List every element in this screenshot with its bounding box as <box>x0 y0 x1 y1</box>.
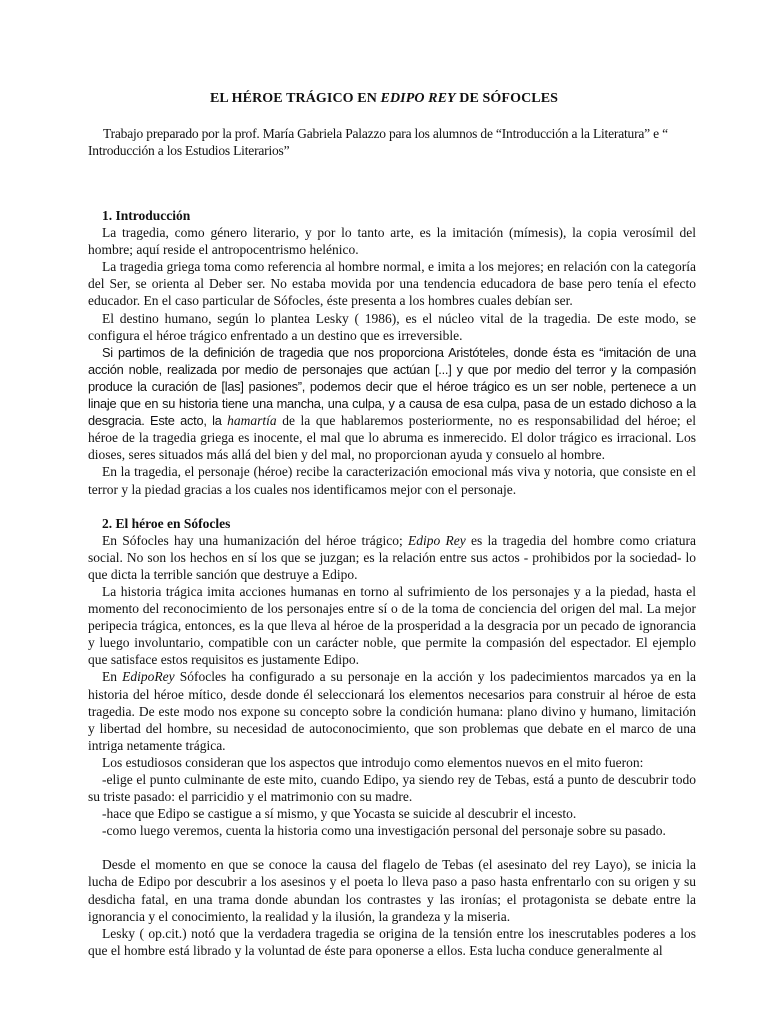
list-item: -elige el punto culminante de este mito, cuando Edipo, ya siendo rey de Tebas, está a punto de descubrir todo su triste pasado: el parricidio y el matrimonio con su madre. <box>88 772 696 805</box>
paragraph-text: de la que hablaremos posteriormente, no es responsabilidad del héroe; el héroe de la tragedia griega es inocente, el mal que lo abruma es inmerecido. El dolor trágico es irracional. Los dioses, seres situados más allá del bien y del mal, no proporcionan ayuda y consuelo al hombre. <box>88 413 696 463</box>
spacer <box>88 498 696 515</box>
paragraph: En la tragedia, el personaje (héroe) recibe la caracterización emocional más viva y notoria, que consiste en el terror y la piedad gracias a los cuales nos identificamos mejor con el personaje. <box>88 464 696 497</box>
paragraph <box>88 532 696 583</box>
list-item: -como luego veremos, cuenta la historia como una investigación personal del personaje sobre su pasado. <box>102 823 666 839</box>
paragraph <box>88 668 696 753</box>
title-suffix: DE SÓFOCLES <box>455 91 559 106</box>
italic-term: EdipoRey <box>122 669 175 685</box>
section-heading-introduccion: 1. Introducción <box>102 208 191 223</box>
paragraph-text: En <box>102 669 123 685</box>
paragraph-text: es la tragedia del hombre como criatura social. No son los hechos en sí los que se juzgan; es la relación entre sus actos - prohibidos por la sociedad- lo que dicta la terrible sanción que destruye a Edipo. <box>88 532 696 582</box>
paragraph-text: Si partimos de la definición de tragedia que nos proporciona Aristóteles, donde ésta es “imitación de una acción noble, realizada por medio de personajes que actúan [...] y que por medio del terror y la compasión produce la curación de [las] pasiones”, podemos decir que el héroe trágico es un ser noble, pertenece a un linaje que en su historia tiene una mancha, una culpa, y a causa de esa culpa, pasa de un estado dichoso a la desgracia. Este acto, la <box>88 344 696 429</box>
paragraph: La historia trágica imita acciones humanas en torno al sufrimiento de los personajes y a la piedad, hasta el momento del reconocimiento de los personajes entre sí o de la toma de conciencia del origen del mal. La mejor peripecia trágica, entonces, es la que lleva al héroe de la prosperidad a la desgracia por un pecado de ignorancia y luego involuntario, compatible con un carácter noble, que permite la compasión del espectador. El ejemplo que satisface estos requisitos es justamente Edipo. <box>88 583 696 668</box>
paragraph: La tragedia, como género literario, y por lo tanto arte, es la imitación (mímesis), la copia verosímil del hombre; aquí reside el antropocentrismo helénico. <box>88 225 696 258</box>
paragraph: La tragedia griega toma como referencia al hombre normal, e imita a los mejores; en relación con la categoría del Ser, se orienta al Deber ser. No estaba movida por una tendencia educadora de base pero tenía el efecto educador. En el caso particular de Sófocles, éste presenta a los hombres cuales debían ser. <box>88 259 696 309</box>
document-body <box>88 207 696 959</box>
italic-term: hamartía <box>227 413 277 429</box>
paragraph: El destino humano, según lo plantea Lesky ( 1986), es el núcleo vital de la tragedia. De este modo, se configura el héroe trágico enfrentado a un destino que es irreversible. <box>88 310 696 343</box>
section-heading-heroe: 2. El héroe en Sófocles <box>102 515 231 531</box>
paragraph <box>88 344 696 464</box>
paragraph-text: En Sófocles hay una humanización del héroe trágico; <box>102 532 408 548</box>
spacer <box>88 839 696 856</box>
italic-term: Edipo Rey <box>408 532 466 548</box>
list-item: -hace que Edipo se castigue a sí mismo, y que Yocasta se suicide al descubrir el incesto. <box>102 806 577 822</box>
author-byline: Trabajo preparado por la prof. María Gabriela Palazzo para los alumnos de “Introducción a la Literatura” e “ Introducción a los Estudios Literarios” <box>88 126 668 158</box>
document-title <box>0 91 768 107</box>
title-italic: EDIPO REY <box>380 91 456 106</box>
paragraph: Desde el momento en que se conoce la causa del flagelo de Tebas (el asesinato del rey Layo), se inicia la lucha de Edipo por descubrir a los asesinos y el poeta lo lleva paso a paso hasta enfrentarlo con su origen y su desdicha fatal, en una trama donde abundan los contrastes y las ironías; el protagonista se debate entre la ignorancia y el conocimiento, la realidad y la ilusión, la grandeza y la miseria. <box>88 857 696 924</box>
paragraph: Lesky ( op.cit.) notó que la verdadera tragedia se origina de la tensión entre los inescrutables poderes a los que el hombre está librado y la voluntad de éste para oponerse a ellos. Esta lucha conduce generalmente al <box>88 925 696 958</box>
title-prefix: EL HÉROE TRÁGICO EN <box>209 91 381 106</box>
paragraph: Los estudiosos consideran que los aspectos que introdujo como elementos nuevos en el mito fueron: <box>102 754 644 770</box>
paragraph-text: Sófocles ha configurado a su personaje en la acción y los padecimientos marcados ya en la historia del héroe mítico, desde donde él seleccionará los elementos necesarios para construir al héroe de esta tragedia. De este modo nos expone su concepto sobre la condición humana: plano divino y humano, limitación y libertad del hombre, su necesidad de autoconocimiento, que son problemas que debate en el marco de una intriga netamente trágica. <box>88 669 696 753</box>
